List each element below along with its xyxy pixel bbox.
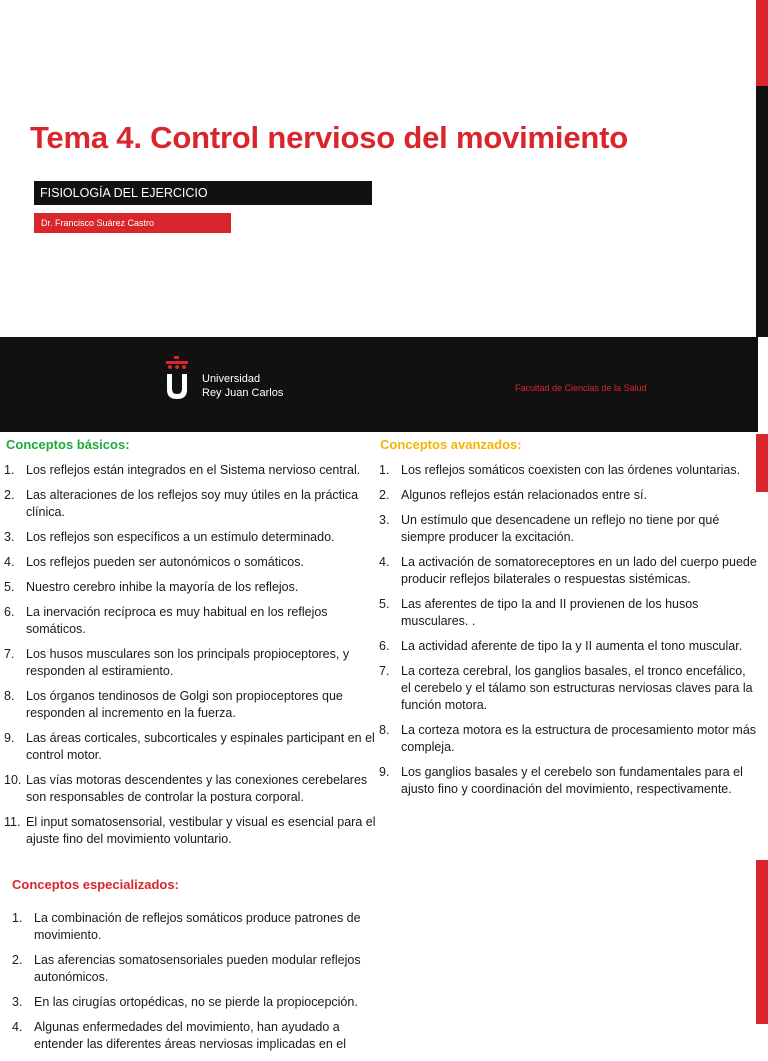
list-item bbox=[4, 814, 378, 848]
list-item bbox=[379, 462, 757, 479]
list-item bbox=[379, 487, 757, 504]
list-item-text: Un estímulo que desencadene un reflejo no tiene por qué siempre producer la excitación. bbox=[401, 513, 720, 544]
list-item-text: Los ganglios basales y el cerebelo son fundamentales para el ajusto fino y coordinación del movimiento, respectivamente. bbox=[401, 765, 743, 796]
list-item-text: El input somatosensorial, vestibular y visual es esencial para el ajuste fino del movimiento voluntario. bbox=[26, 815, 376, 846]
list-item-number: 7. bbox=[379, 664, 390, 678]
list-item-text: Los husos musculares son los principals propioceptores, y responden al estiramiento. bbox=[26, 647, 350, 678]
list-item-text: Los reflejos están integrados en el Sistema nervioso central. bbox=[26, 463, 361, 477]
list-item-number: 8. bbox=[379, 723, 390, 737]
page-title: Tema 4. Control nervioso del movimiento bbox=[30, 120, 628, 155]
list-item-number: 11. bbox=[4, 815, 21, 829]
list-item bbox=[4, 487, 378, 521]
specialized-concepts-heading: Conceptos especializados: bbox=[12, 877, 179, 892]
side-accent-bar bbox=[756, 86, 768, 337]
list-item bbox=[4, 772, 378, 806]
list-item bbox=[12, 952, 380, 986]
advanced-concepts-heading: Conceptos avanzados: bbox=[380, 437, 522, 452]
specialized-concepts-list bbox=[12, 910, 380, 1061]
list-item-text: La actividad aferente de tipo Ia y II aumenta el tono muscular. bbox=[401, 639, 743, 653]
university-logo-icon bbox=[164, 356, 190, 400]
list-item-number: 2. bbox=[12, 953, 23, 967]
university-name bbox=[202, 372, 283, 400]
list-item bbox=[379, 722, 757, 756]
list-item bbox=[12, 910, 380, 944]
list-item-number: 2. bbox=[379, 488, 390, 502]
list-item-text: La corteza motora es la estructura de procesamiento motor más compleja. bbox=[401, 723, 757, 754]
list-item-text: Las vías motoras descendentes y las conexiones cerebelares son responsables de controlar la postura corporal. bbox=[26, 773, 368, 804]
list-item-number: 3. bbox=[379, 513, 390, 527]
list-item-text: Algunos reflejos están relacionados entre sí. bbox=[401, 488, 647, 502]
list-item bbox=[4, 646, 378, 680]
basic-concepts-list bbox=[4, 462, 378, 856]
title-slide bbox=[0, 0, 768, 337]
basic-concepts-heading: Conceptos básicos: bbox=[6, 437, 130, 452]
list-item-number: 1. bbox=[379, 463, 390, 477]
list-item bbox=[4, 604, 378, 638]
list-item-text: Nuestro cerebro inhibe la mayoría de los reflejos. bbox=[26, 580, 299, 594]
list-item-text: Algunas enfermedades del movimiento, han ayudado a entender las diferentes áreas nerviosas implicadas en el bbox=[34, 1020, 346, 1051]
list-item-text: Los órganos tendinosos de Golgi son propioceptores que responden al incremento en la fuerza. bbox=[26, 689, 343, 720]
author-bar: Dr. Francisco Suárez Castro bbox=[34, 213, 231, 233]
list-item-number: 7. bbox=[4, 647, 15, 661]
list-item-text: La activación de somatoreceptores en un lado del cuerpo puede producir reflejos bilaterales o respuestas sistémicas. bbox=[401, 555, 757, 586]
list-item-text: Las alteraciones de los reflejos soy muy útiles en la práctica clínica. bbox=[26, 488, 359, 519]
list-item-number: 6. bbox=[4, 605, 15, 619]
list-item-text: En las cirugías ortopédicas, no se pierde la propiocepción. bbox=[34, 995, 358, 1009]
list-item-text: La combinación de reflejos somáticos produce patrones de movimiento. bbox=[34, 911, 361, 942]
side-accent-bar bbox=[756, 860, 768, 1024]
list-item-text: Los reflejos son específicos a un estímulo determinado. bbox=[26, 530, 335, 544]
list-item-number: 1. bbox=[12, 911, 23, 925]
subject-bar: FISIOLOGÍA DEL EJERCICIO bbox=[34, 181, 372, 205]
list-item bbox=[4, 529, 378, 546]
list-item bbox=[4, 688, 378, 722]
list-item bbox=[379, 663, 757, 714]
list-item-number: 8. bbox=[4, 689, 15, 703]
list-item bbox=[4, 730, 378, 764]
list-item-number: 3. bbox=[4, 530, 15, 544]
list-item-number: 9. bbox=[4, 731, 15, 745]
list-item bbox=[379, 554, 757, 588]
list-item-number: 4. bbox=[4, 555, 15, 569]
list-item-text: Los reflejos somáticos coexisten con las órdenes voluntarias. bbox=[401, 463, 741, 477]
university-name-line2: Rey Juan Carlos bbox=[202, 387, 284, 399]
list-item-number: 2. bbox=[4, 488, 15, 502]
list-item-number: 10. bbox=[4, 773, 22, 787]
list-item bbox=[379, 512, 757, 546]
list-item-text: Los reflejos pueden ser autonómicos o somáticos. bbox=[26, 555, 304, 569]
list-item bbox=[12, 994, 380, 1011]
list-item bbox=[4, 462, 378, 479]
list-item-number: 4. bbox=[12, 1020, 23, 1034]
list-item-text: La inervación recíproca es muy habitual en los reflejos somáticos. bbox=[26, 605, 328, 636]
list-item-number: 3. bbox=[12, 995, 23, 1009]
list-item-text: Las áreas corticales, subcorticales y espinales participant en el control motor. bbox=[26, 731, 375, 762]
list-item-number: 6. bbox=[379, 639, 390, 653]
list-item bbox=[4, 554, 378, 571]
list-item bbox=[12, 1019, 380, 1053]
list-item bbox=[4, 579, 378, 596]
list-item-text: La corteza cerebral, los ganglios basales, el tronco encefálico, el cerebelo y el tálamo son estructuras nerviosas claves para la función motora. bbox=[401, 664, 753, 712]
side-accent-bar bbox=[756, 434, 768, 492]
list-item-number: 5. bbox=[379, 597, 390, 611]
university-name-line1: Universidad bbox=[202, 373, 261, 385]
list-item-text: Las aferentes de tipo Ia and II provienen de los husos musculares. . bbox=[401, 597, 699, 628]
list-item bbox=[379, 638, 757, 655]
list-item-number: 4. bbox=[379, 555, 390, 569]
list-item-number: 5. bbox=[4, 580, 15, 594]
side-accent-bar bbox=[756, 0, 768, 86]
list-item-number: 9. bbox=[379, 765, 390, 779]
list-item-text: Las aferencias somatosensoriales pueden modular reflejos autonómicos. bbox=[34, 953, 361, 984]
faculty-label: Facultad de Ciencias de la Salud bbox=[515, 383, 647, 393]
list-item bbox=[379, 596, 757, 630]
list-item bbox=[379, 764, 757, 798]
list-item-number: 1. bbox=[4, 463, 15, 477]
advanced-concepts-list bbox=[379, 462, 757, 806]
